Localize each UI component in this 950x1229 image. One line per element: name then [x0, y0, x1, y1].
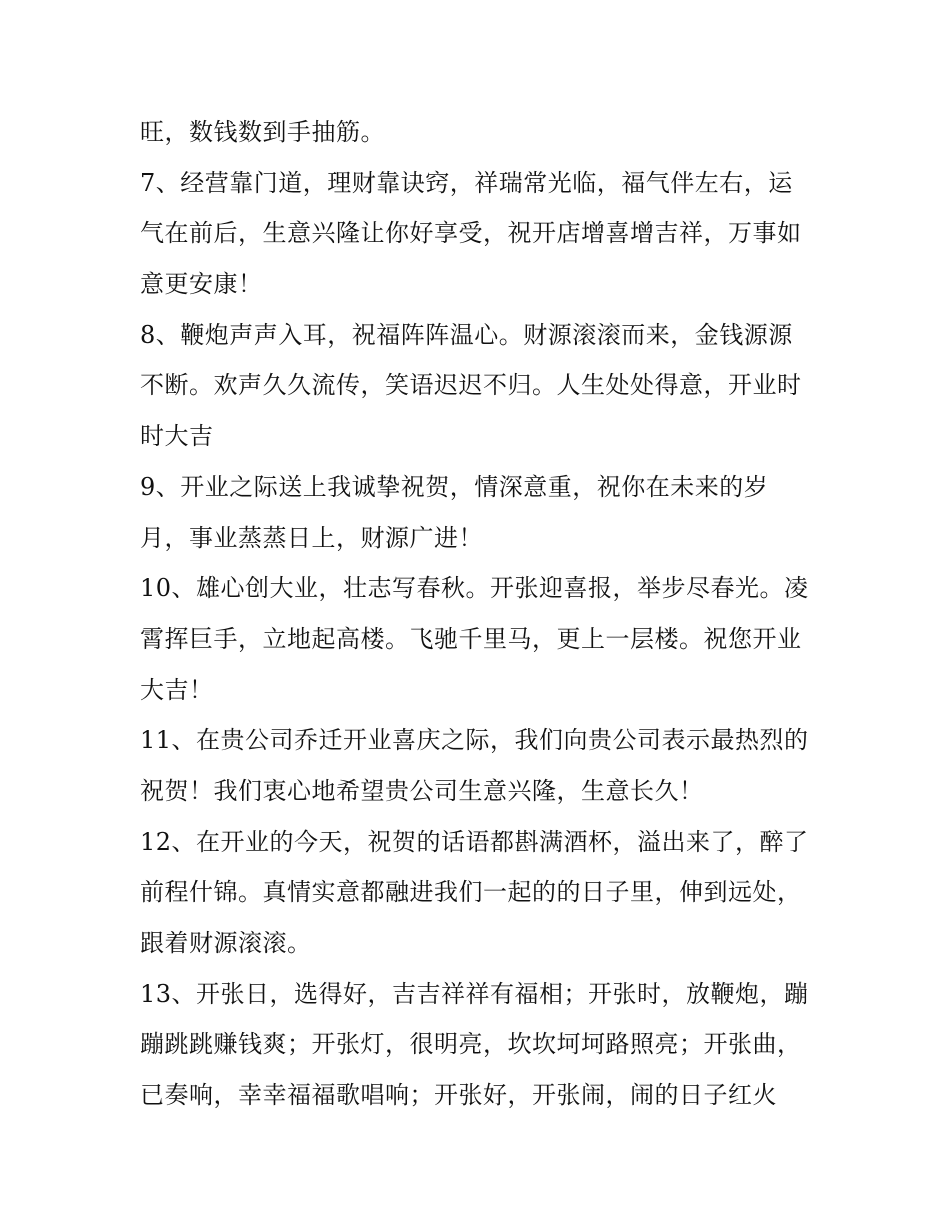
text-line: 12、在开业的今天，祝贺的话语都斟满酒杯，溢出来了，醉了 [140, 827, 809, 856]
text-line: 气在前后，生意兴隆让你好享受，祝开店增喜增吉祥，万事如 [140, 219, 802, 248]
text-line: 9、开业之际送上我诚挚祝贺，情深意重，祝你在未来的岁 [140, 472, 769, 501]
text-line: 13、开张日，选得好，吉吉祥祥有福相；开张时，放鞭炮，蹦 [140, 979, 809, 1008]
text-line: 7、经营靠门道，理财靠诀窍，祥瑞常光临，福气伴左右，运 [140, 168, 793, 197]
text-line: 8、鞭炮声声入耳，祝福阵阵温心。财源滚滚而来，金钱源源 [140, 320, 793, 349]
text-line: 前程什锦。真情实意都融进我们一起的的日子里，伸到远处， [140, 878, 802, 907]
text-line: 10、雄心创大业，壮志写春秋。开张迎喜报，举步尽春光。凌 [140, 574, 809, 603]
document-body [140, 107, 820, 1121]
text-line: 蹦跳跳赚钱爽；开张灯，很明亮，坎坎坷坷路照亮；开张曲， [140, 1030, 802, 1059]
text-line: 不断。欢声久久流传，笑语迟迟不归。人生处处得意，开业时 [140, 371, 802, 400]
text-line: 意更安康！ [140, 270, 263, 299]
text-line: 时大吉 [140, 422, 214, 451]
text-line: 月，事业蒸蒸日上，财源广进！ [140, 523, 483, 552]
text-line: 霄挥巨手，立地起高楼。飞驰千里马，更上一层楼。祝您开业 [140, 624, 802, 653]
text-line: 大吉！ [140, 675, 214, 704]
text-line: 旺，数钱数到手抽筋。 [140, 118, 385, 146]
text-line: 跟着财源滚滚。 [140, 929, 312, 957]
text-line: 已奏响，幸幸福福歌唱响；开张好，开张闹，闹的日子红火 [140, 1081, 777, 1110]
text-line: 11、在贵公司乔迁开业喜庆之际，我们向贵公司表示最热烈的 [140, 726, 809, 755]
text-line: 祝贺！我们衷心地希望贵公司生意兴隆，生意长久！ [140, 776, 704, 805]
